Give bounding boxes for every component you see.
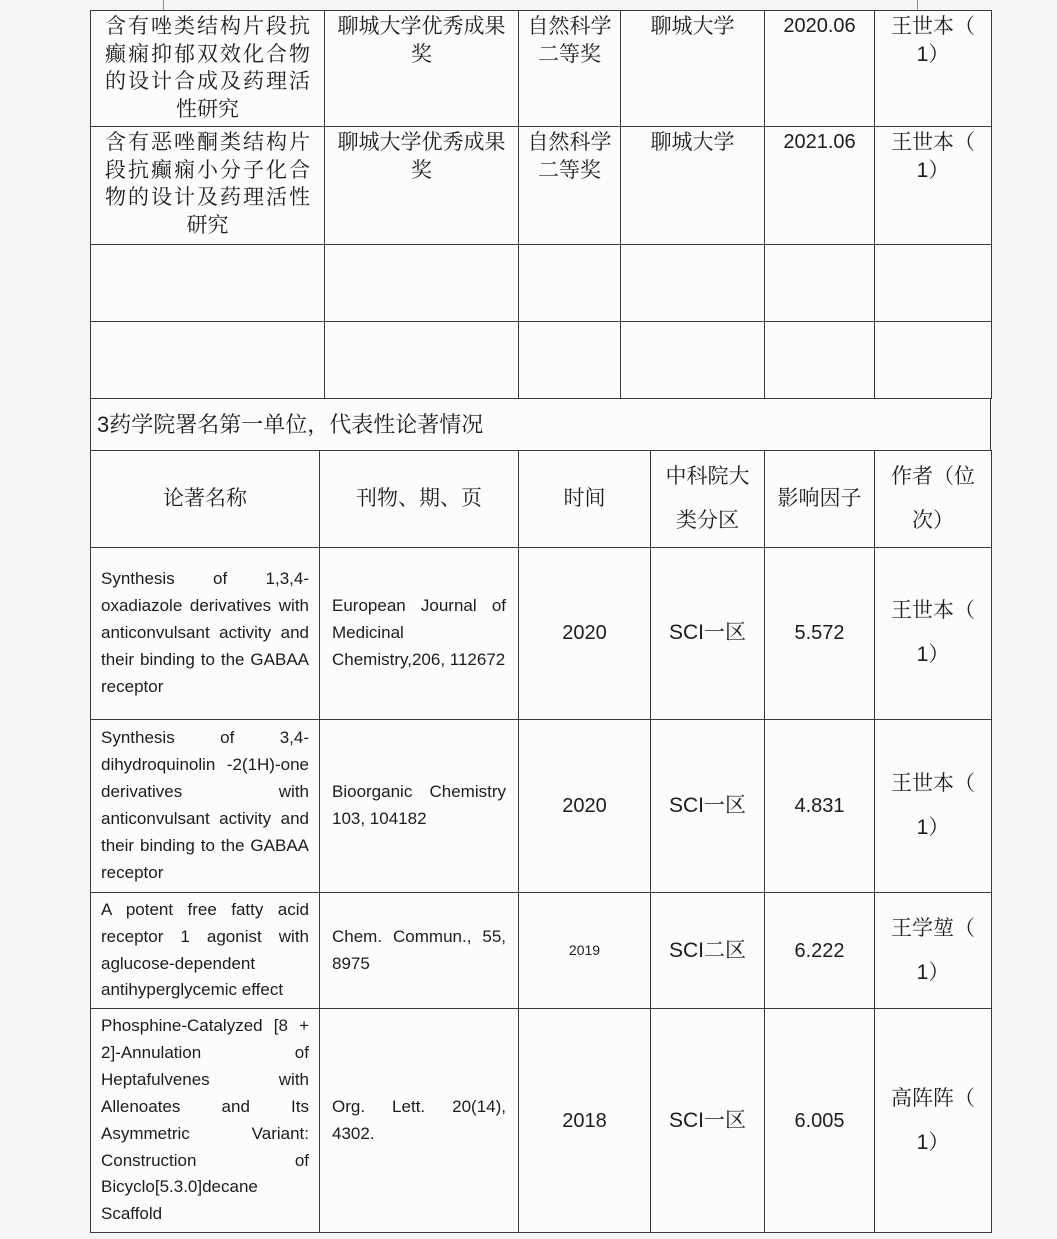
award-name-cell: 含有恶唑酮类结构片段抗癫痫小分子化合物的设计及药理活性研究 [91,126,325,244]
award-author-cell: 王世本（1） [875,11,992,127]
empty-cell [325,244,519,321]
publication-row-2 [91,719,992,892]
pub-title-cell: Synthesis of 3,4-dihydroquinolin -2(1H)-one derivatives with anticonvulsant activity and their binding to the GABAA receptor [91,719,320,892]
pub-division-cell: SCI一区 [651,719,765,892]
empty-cell [91,244,325,321]
pub-impact-cell: 5.572 [765,547,875,719]
award-level-cell: 自然科学二等奖 [519,126,621,244]
cropped-row-divider-left [163,0,164,10]
award-date-cell: 2021.06 [765,126,875,244]
empty-cell [765,244,875,321]
award-author-cell: 王世本（1） [875,126,992,244]
section-title: 3药学院署名第一单位，代表性论著情况 [90,399,991,451]
awards-row-2 [91,126,992,244]
header-time: 时间 [519,450,651,547]
header-impact: 影响因子 [765,450,875,547]
publications-table [90,450,992,1233]
pub-division-cell: SCI二区 [651,892,765,1008]
publications-header-row [91,450,992,547]
pub-impact-cell: 4.831 [765,719,875,892]
awards-row-1 [91,11,992,127]
document-page [90,10,991,1233]
award-date-cell: 2020.06 [765,11,875,127]
empty-cell [621,321,765,398]
pub-author-cell: 王世本（1） [875,719,992,892]
pub-title-cell: Synthesis of 1,3,4-oxadiazole derivatives with anticonvulsant activity and their binding to the GABAA receptor [91,547,320,719]
pub-year-cell: 2020 [519,547,651,719]
award-unit-cell: 聊城大学 [621,11,765,127]
empty-cell [91,321,325,398]
pub-title-cell: Phosphine-Catalyzed [8 + 2]-Annulation of Heptafulvenes with Allenoates and Its Asymmetric Variant: Construction of Bicyclo[5.3.0]decane Scaffold [91,1009,320,1233]
header-title: 论著名称 [91,450,320,547]
empty-cell [875,321,992,398]
publication-row-4 [91,1009,992,1233]
publication-row-1 [91,547,992,719]
pub-division-cell: SCI一区 [651,547,765,719]
award-title-cell: 聊城大学优秀成果奖 [325,11,519,127]
pub-year-cell: 2020 [519,719,651,892]
pub-journal-cell: Bioorganic Chemistry 103, 104182 [320,719,519,892]
pub-division-cell: SCI一区 [651,1009,765,1233]
awards-table [90,10,992,399]
pub-author-cell: 王学堃（1） [875,892,992,1008]
award-title-cell: 聊城大学优秀成果奖 [325,126,519,244]
pub-year-cell: 2018 [519,1009,651,1233]
header-division: 中科院大类分区 [651,450,765,547]
pub-journal-cell: European Journal of Medicinal Chemistry,206, 112672 [320,547,519,719]
header-author: 作者（位次） [875,450,992,547]
awards-row-empty-2 [91,321,992,398]
award-name-cell: 含有唑类结构片段抗癫痫抑郁双效化合物的设计合成及药理活性研究 [91,11,325,127]
empty-cell [325,321,519,398]
empty-cell [621,244,765,321]
pub-journal-cell: Org. Lett. 20(14), 4302. [320,1009,519,1233]
pub-author-cell: 王世本（1） [875,547,992,719]
pub-author-cell: 高阵阵（1） [875,1009,992,1233]
pub-impact-cell: 6.222 [765,892,875,1008]
empty-cell [765,321,875,398]
publication-row-3 [91,892,992,1008]
awards-row-empty-1 [91,244,992,321]
empty-cell [519,321,621,398]
award-unit-cell: 聊城大学 [621,126,765,244]
pub-journal-cell: Chem. Commun., 55, 8975 [320,892,519,1008]
header-journal: 刊物、期、页 [320,450,519,547]
cropped-row-divider-right [917,0,918,10]
pub-year-cell: 2019 [519,892,651,1008]
pub-impact-cell: 6.005 [765,1009,875,1233]
empty-cell [519,244,621,321]
award-level-cell: 自然科学二等奖 [519,11,621,127]
pub-title-cell: A potent free fatty acid receptor 1 agonist with aglucose-dependent antihyperglycemic effect [91,892,320,1008]
empty-cell [875,244,992,321]
